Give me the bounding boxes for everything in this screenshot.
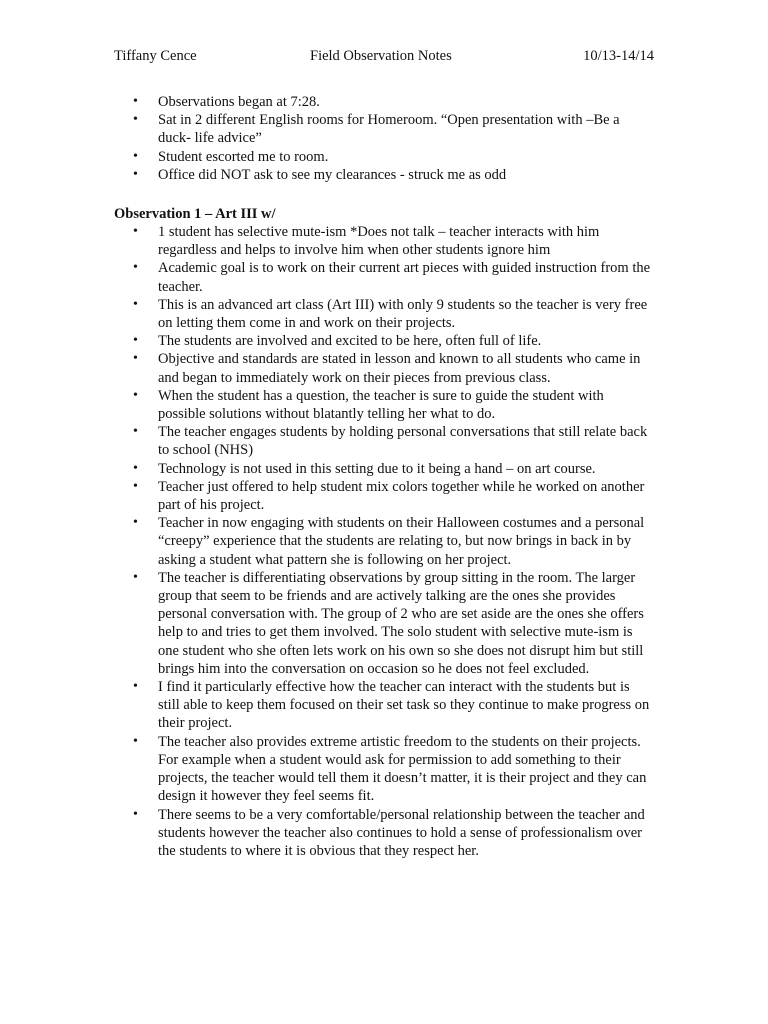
date-range: 10/13-14/14 <box>583 48 654 64</box>
bullet-icon: • <box>133 515 138 531</box>
list-item-text: Office did NOT ask to see my clearances - struck me as odd <box>158 166 507 183</box>
list-item <box>114 569 654 678</box>
observation-1-heading: Observation 1 – Art III w/ <box>114 206 276 222</box>
list-item-text: The teacher is differentiating observations by group sitting in the room. The larger group that seem to be friends and are actively talking are the ones she provides personal conversation with. The group of 2 who are set aside are the ones she offers help to and tries to get them involved. The solo student with selective mute-ism is one student who she often lets work on his own so she does not disrupt him but still brings him into the conversation on occasion so he does not feel excluded. <box>158 569 644 677</box>
list-item-text: There seems to be a very comfortable/personal relationship between the teacher and students however the teacher also continues to hold a sense of professionalism over the students to where it is obvious that they respect her. <box>158 806 645 859</box>
author-name: Tiffany Cence <box>114 48 197 64</box>
bullet-icon: • <box>133 679 138 695</box>
bullet-icon: • <box>133 112 138 128</box>
list-item-text: The students are involved and excited to be here, often full of life. <box>158 333 542 350</box>
observation-1-section <box>114 223 654 860</box>
list-item <box>114 678 654 733</box>
list-item <box>114 332 654 350</box>
list-item-text: Teacher just offered to help student mix colors together while he worked on another part of his project. <box>158 478 645 514</box>
list-item-text: Objective and standards are stated in lesson and known to all students who came in and began to immediately work on their pieces from previous class. <box>158 351 641 386</box>
list-item <box>114 806 654 861</box>
list-item-text: Sat in 2 different English rooms for Homeroom. “Open presentation with –Be a duck- life advice” <box>158 112 620 147</box>
list-item-text: Observations began at 7:28. <box>158 94 320 110</box>
list-item <box>114 514 654 569</box>
list-item-text: The teacher engages students by holding personal conversations that still relate back to school (NHS) <box>158 424 648 459</box>
list-item <box>114 223 654 259</box>
list-item <box>114 111 654 147</box>
list-item <box>114 93 654 111</box>
list-item-text: Academic goal is to work on their current art pieces with guided instruction from the teacher. <box>158 260 651 295</box>
list-item <box>114 733 654 806</box>
list-item <box>114 148 654 166</box>
list-item <box>114 423 654 459</box>
list-item-text: Student escorted me to room. <box>158 148 329 165</box>
intro-bullet-list <box>114 93 654 184</box>
intro-section <box>114 93 654 184</box>
list-item-text: 1 student has selective mute-ism *Does not talk – teacher interacts with him regardless and helps to involve him when other students ignore him <box>158 224 600 259</box>
bullet-icon: • <box>133 424 138 440</box>
page-header <box>114 46 654 66</box>
list-item <box>114 166 654 184</box>
list-item <box>114 387 654 423</box>
bullet-icon: • <box>133 478 138 494</box>
list-item <box>114 259 654 295</box>
list-item <box>114 350 654 386</box>
bullet-icon: • <box>133 569 138 585</box>
bullet-icon: • <box>133 260 138 276</box>
bullet-icon: • <box>133 733 138 749</box>
bullet-icon: • <box>133 148 138 164</box>
bullet-icon: • <box>133 351 138 367</box>
list-item <box>114 296 654 332</box>
list-item <box>114 478 654 514</box>
observation-1-bullet-list <box>114 223 654 860</box>
document-title: Field Observation Notes <box>310 48 452 64</box>
list-item-text: The teacher also provides extreme artistic freedom to the students on their projects. For example when a student would ask for permission to add something to their projects, the teacher would tell them it doesn’t matter, it is their project and they can design it however they feel seems fit. <box>158 733 647 805</box>
bullet-icon: • <box>133 387 138 403</box>
bullet-icon: • <box>133 460 138 476</box>
bullet-icon: • <box>133 333 138 349</box>
bullet-icon: • <box>133 806 138 822</box>
list-item <box>114 460 654 478</box>
bullet-icon: • <box>133 296 138 312</box>
bullet-icon: • <box>133 224 138 239</box>
list-item-text: Technology is not used in this setting due to it being a hand – on art course. <box>158 460 596 477</box>
list-item-text: This is an advanced art class (Art III) with only 9 students so the teacher is very free on letting them come in and work on their projects. <box>158 296 648 332</box>
list-item-text: I find it particularly effective how the teacher can interact with the students but is still able to keep them focused on their set task so they continue to make progress on their project. <box>158 679 650 732</box>
bullet-icon: • <box>133 166 138 182</box>
list-item-text: When the student has a question, the teacher is sure to guide the student with possible solutions without blatantly telling her what to do. <box>158 387 604 423</box>
list-item-text: Teacher in now engaging with students on their Halloween costumes and a personal “creepy” experience that the students are relating to, but now brings in back in by asking a student what pattern she is following on her project. <box>158 515 645 568</box>
bullet-icon: • <box>133 94 138 109</box>
